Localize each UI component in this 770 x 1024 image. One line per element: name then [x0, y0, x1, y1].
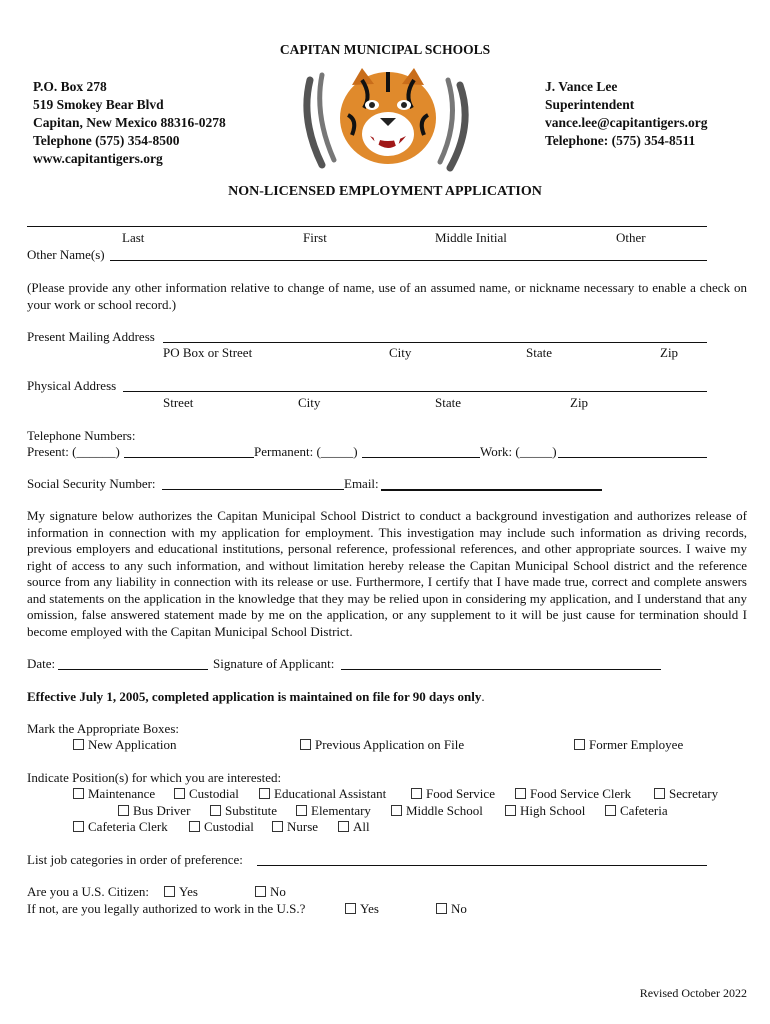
address-line: 519 Smokey Bear Blvd [33, 97, 164, 112]
contact-email[interactable]: vance.lee@capitantigers.org [545, 115, 708, 130]
checkbox-food-service[interactable] [411, 786, 495, 802]
checkbox-square[interactable] [272, 821, 283, 832]
phone-permanent-label: Permanent: (_____) [254, 444, 358, 459]
phone-present-field[interactable] [124, 457, 254, 458]
physical-address-label: Physical Address [27, 378, 117, 393]
date-label: Date: [27, 656, 56, 671]
checkbox-custodial[interactable] [174, 786, 239, 802]
ssn-field[interactable] [162, 489, 344, 490]
revision-date: Revised October 2022 [639, 986, 747, 1000]
option-label: Custodial [189, 786, 239, 801]
option-label: Yes [360, 901, 379, 916]
checkbox-square[interactable] [296, 805, 307, 816]
option-label: Cafeteria Clerk [88, 819, 168, 834]
checkbox-square[interactable] [345, 903, 356, 914]
physical-city-label: City [298, 395, 321, 410]
job-categories-label: List job categories in order of preference: [27, 852, 243, 867]
checkbox-square[interactable] [174, 788, 185, 799]
checkbox-square[interactable] [210, 805, 221, 816]
checkbox-square[interactable] [436, 903, 447, 914]
option-label: Substitute [225, 803, 278, 818]
mailing-address-label: Present Mailing Address [27, 329, 155, 344]
superintendent-contact [545, 78, 708, 150]
checkbox-square[interactable] [164, 886, 175, 897]
phone-work-label: Work: (_____) [480, 444, 557, 459]
other-names-field[interactable] [110, 260, 707, 261]
citizen-no-checkbox[interactable] [255, 884, 286, 900]
checkbox-all[interactable] [338, 819, 370, 835]
physical-address-field[interactable] [123, 391, 707, 392]
address-line: Capitan, New Mexico 88316-0278 [33, 115, 226, 130]
checkbox-square[interactable] [73, 739, 84, 750]
checkbox-high-school[interactable] [505, 803, 585, 819]
telephone-label: Telephone Numbers: [27, 428, 136, 443]
checkbox-substitute[interactable] [210, 803, 277, 819]
effective-note: Effective July 1, 2005, completed application is maintained on file for 90 days only. [27, 689, 485, 704]
mailing-zip-label: Zip [660, 345, 679, 360]
checkbox-previous-application[interactable] [300, 737, 464, 753]
checkbox-square[interactable] [515, 788, 526, 799]
citizen-yes-checkbox[interactable] [164, 884, 198, 900]
checkbox-secretary[interactable] [654, 786, 718, 802]
checkbox-nurse[interactable] [272, 819, 318, 835]
option-label: Nurse [287, 819, 319, 834]
checkbox-square[interactable] [255, 886, 266, 897]
option-label: Educational Assistant [274, 786, 387, 801]
checkbox-custodial-2[interactable] [189, 819, 254, 835]
checkbox-square[interactable] [189, 821, 200, 832]
checkbox-square[interactable] [505, 805, 516, 816]
name-input-line[interactable] [27, 226, 707, 227]
address-line: P.O. Box 278 [33, 79, 107, 94]
option-label: Food Service Clerk [530, 786, 632, 801]
checkbox-square[interactable] [73, 788, 84, 799]
checkbox-former-employee[interactable] [574, 737, 683, 753]
signature-label: Signature of Applicant: [213, 656, 335, 671]
checkbox-educational-assistant[interactable] [259, 786, 386, 802]
authorization-statement: My signature below authorizes the Capitan Municipal School District to conduct a background investigation and authorizes release of information in connection with my application for employment. This investigation may include such information as driving records, previous employers and educational institutions, personal reference, professional references, and other appropriate sources. I waive my right of access to any such information, and without limitation hereby release the Capitan Municipal School district and the reference source from any liability in connection with its release or use. Furthermore, I certify that I have made true, correct and complete answers and statements on the application in the knowledge that they may be relied upon in considering my application, and I understand that any omission, false answered statement made by me on the application, or any supplement to it will be just cause for termination should I become employed with the Capitan Municipal School District. [27, 508, 747, 639]
date-field[interactable] [58, 669, 208, 670]
email-field[interactable] [381, 489, 602, 491]
ssn-label: Social Security Number: [27, 476, 156, 491]
checkbox-cafeteria[interactable] [605, 803, 668, 819]
other-names-label: Other Name(s) [27, 247, 105, 262]
option-label: New Application [88, 737, 177, 752]
authorized-yes-checkbox[interactable] [345, 901, 379, 917]
option-label: Middle School [406, 803, 483, 818]
positions-label: Indicate Position(s) for which you are interested: [27, 770, 282, 785]
physical-zip-label: Zip [570, 395, 589, 410]
school-name: CAPITAN MUNICIPAL SCHOOLS [279, 42, 491, 57]
checkbox-square[interactable] [338, 821, 349, 832]
label-first: First [303, 230, 327, 245]
checkbox-maintenance[interactable] [73, 786, 155, 802]
checkbox-new-application[interactable] [73, 737, 176, 753]
mailing-po-label: PO Box or Street [163, 345, 253, 360]
checkbox-middle-school[interactable] [391, 803, 483, 819]
option-label: Secretary [669, 786, 719, 801]
phone-permanent-field[interactable] [362, 457, 480, 458]
address-line: Telephone (575) 354-8500 [33, 133, 180, 148]
checkbox-square[interactable] [259, 788, 270, 799]
physical-state-label: State [435, 395, 461, 410]
citizen-question: Are you a U.S. Citizen: [27, 884, 150, 899]
other-names-note: (Please provide any other information relative to change of name, use of an assumed name, or nickname necessary to enable a check on your work or school record.) [27, 280, 747, 312]
option-label: Bus Driver [133, 803, 191, 818]
checkbox-square[interactable] [391, 805, 402, 816]
mailing-state-label: State [526, 345, 552, 360]
job-categories-field[interactable] [257, 865, 707, 866]
mailing-address-field[interactable] [163, 342, 707, 343]
option-label: All [353, 819, 370, 834]
physical-street-label: Street [163, 395, 194, 410]
authorized-question: If not, are you legally authorized to work in the U.S.? [27, 901, 306, 916]
option-label: No [451, 901, 467, 916]
label-last: Last [122, 230, 145, 245]
mark-boxes-label: Mark the Appropriate Boxes: [27, 721, 179, 736]
checkbox-square[interactable] [574, 739, 585, 750]
checkbox-square[interactable] [605, 805, 616, 816]
option-label: Cafeteria [620, 803, 668, 818]
mailing-city-label: City [389, 345, 412, 360]
option-label: Yes [179, 884, 198, 899]
checkbox-square[interactable] [411, 788, 422, 799]
checkbox-elementary[interactable] [296, 803, 371, 819]
checkbox-square[interactable] [654, 788, 665, 799]
option-label: No [270, 884, 286, 899]
phone-work-field[interactable] [558, 457, 707, 458]
label-other: Other [616, 230, 646, 245]
school-address [33, 78, 226, 168]
label-middle-initial: Middle Initial [435, 230, 507, 245]
phone-present-label: Present: (______) [27, 444, 120, 459]
form-title: NON-LICENSED EMPLOYMENT APPLICATION [228, 184, 542, 199]
signature-field[interactable] [341, 669, 661, 670]
option-label: Former Employee [589, 737, 684, 752]
email-label: Email: [344, 476, 379, 491]
authorized-no-checkbox[interactable] [436, 901, 467, 917]
website-link[interactable]: www.capitantigers.org [33, 151, 163, 166]
checkbox-square[interactable] [300, 739, 311, 750]
checkbox-bus-driver[interactable] [118, 803, 190, 819]
contact-name: J. Vance Lee [545, 79, 618, 94]
checkbox-square[interactable] [118, 805, 129, 816]
option-label: Previous Application on File [315, 737, 465, 752]
contact-phone: Telephone: (575) 354-8511 [545, 133, 696, 148]
option-label: High School [520, 803, 586, 818]
effective-note-text: Effective July 1, 2005, completed application is maintained on file for 90 days only [27, 689, 482, 704]
option-label: Custodial [204, 819, 254, 834]
checkbox-food-service-clerk[interactable] [515, 786, 631, 802]
option-label: Food Service [426, 786, 495, 801]
checkbox-square[interactable] [73, 821, 84, 832]
checkbox-cafeteria-clerk[interactable] [73, 819, 168, 835]
option-label: Elementary [311, 803, 371, 818]
tiger-logo [292, 60, 482, 180]
option-label: Maintenance [88, 786, 156, 801]
contact-title: Superintendent [545, 97, 635, 112]
